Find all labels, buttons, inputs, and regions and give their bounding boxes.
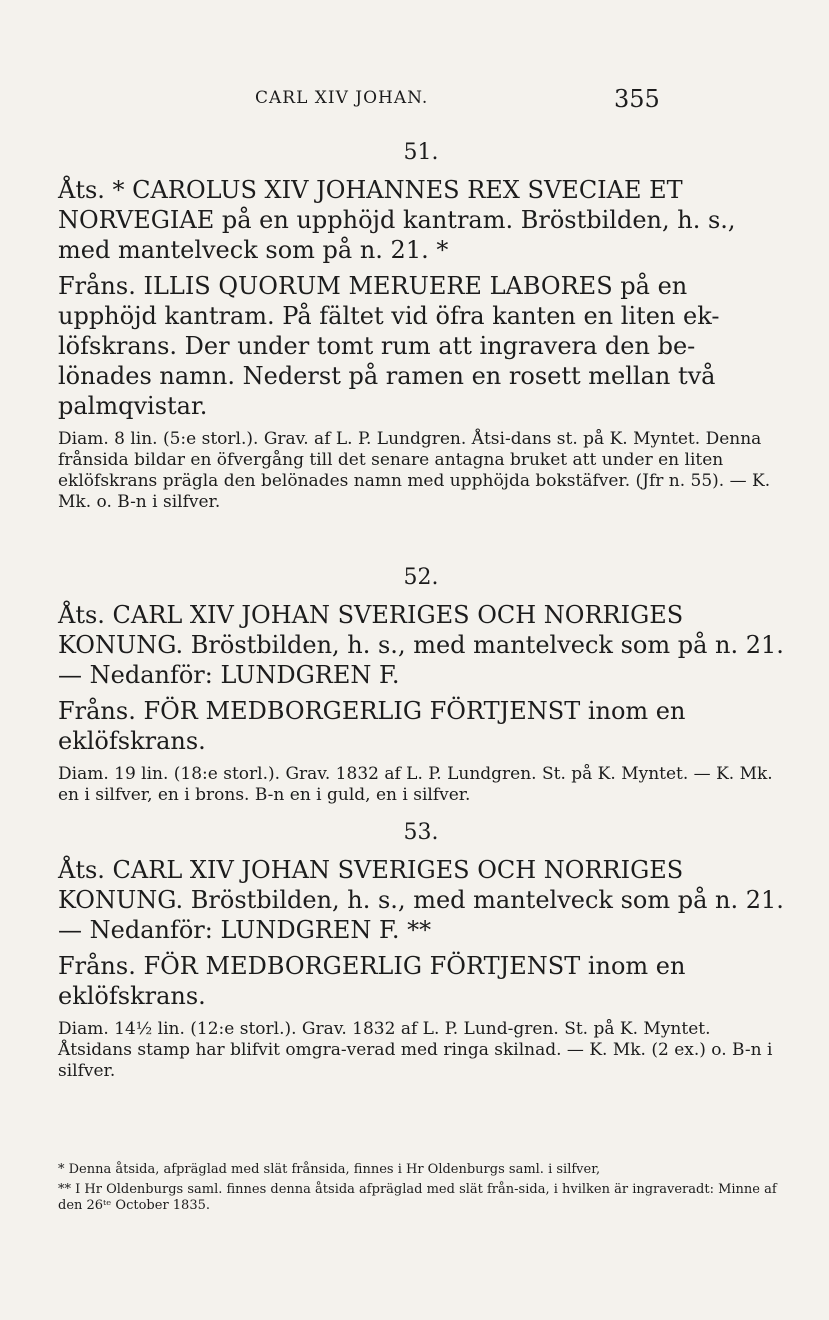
- notes-text: Diam. 8 lin. (5:e storl.). Grav. af L. P. Lundgren. Åtsi-dans st. på K. Myntet. Denna frånsida bildar en öfvergång till det senare antagna bruket att under en liten eklöfskrans prägla den belönades namn med upphöjda bokstäfver. (Jfr n. 55). — K. Mk. o. B-n i silfver.: [58, 429, 771, 512]
- page-number: 355: [614, 85, 660, 113]
- obverse-text: Åts. CARL XIV JOHAN SVERIGES OCH NORRIGES KONUNG. Bröstbilden, h. s., med mantelveck som på n. 21. — Nedanför: LUNDGREN F.: [58, 601, 784, 689]
- reverse-text: Fråns. FÖR MEDBORGERLIG FÖRTJENST inom en eklöfskrans.: [58, 952, 686, 1010]
- reverse-text: Fråns. FÖR MEDBORGERLIG FÖRTJENST inom en eklöfskrans.: [58, 697, 686, 755]
- entry-number: 52.: [403, 565, 439, 590]
- entry-52: [58, 565, 784, 806]
- footnote: * Denna åtsida, afpräglad med slät frånsida, finnes i Hr Oldenburgs saml. i silfver,: [58, 1162, 601, 1177]
- entry-number: 51.: [403, 140, 439, 165]
- reverse-text: Fråns. ILLIS QUORUM MERUERE LABORES på en upphöjd kantram. På fältet vid öfra kanten en liten ek-löfskrans. Der under tomt rum att ingravera den be-lönades namn. Nederst på ramen en rosett mellan två palmqvistar.: [58, 272, 720, 420]
- entry-number: 53.: [403, 820, 439, 845]
- entry-53: [58, 820, 784, 1082]
- obverse-text: Åts. * CAROLUS XIV JOHANNES REX SVECIAE ET NORVEGIAE på en upphöjd kantram. Bröstbilden, h. s., med mantelveck som på n. 21. *: [58, 176, 736, 264]
- footnote: ** I Hr Oldenburgs saml. finnes denna åtsida afpräglad med slät från-sida, i hvilken är ingraveradt: Minne af den 26ᵗᵉ October 1835.: [58, 1182, 777, 1213]
- obverse-text: Åts. CARL XIV JOHAN SVERIGES OCH NORRIGES KONUNG. Bröstbilden, h. s., med mantelveck som på n. 21. — Nedanför: LUNDGREN F. **: [58, 856, 784, 944]
- notes-text: Diam. 14½ lin. (12:e storl.). Grav. 1832 af L. P. Lund-gren. St. på K. Myntet. Åtsidans stamp har blifvit omgra-verad med ringa skilnad. — K. Mk. (2 ex.) o. B-n i silfver.: [58, 1019, 773, 1081]
- entry-51: [58, 140, 784, 513]
- footnotes: [58, 1162, 784, 1214]
- notes-text: Diam. 19 lin. (18:e storl.). Grav. 1832 af L. P. Lundgren. St. på K. Myntet. — K. Mk. en i silfver, en i brons. B-n en i guld, en i silfver.: [58, 764, 773, 805]
- running-title: CARL XIV JOHAN.: [255, 88, 429, 108]
